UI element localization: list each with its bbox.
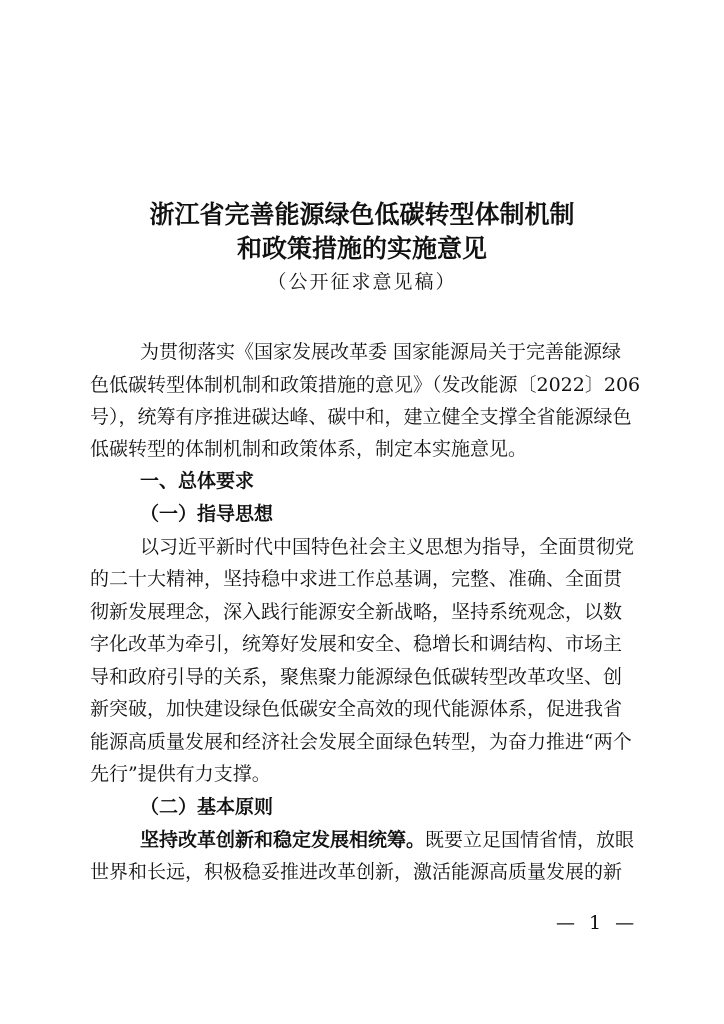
sub1-line-1: 以习近平新时代中国特色社会主义思想为指导，全面贯彻党 — [140, 536, 635, 558]
sub1-line-2: 的二十大精神，坚持稳中求进工作总基调，完整、准确、全面贯 — [90, 568, 623, 590]
sub1-line-7: 能源高质量发展和经济社会发展全面绿色转型，为奋力推进“两个 — [90, 731, 632, 753]
sub1-line-8: 先行”提供有力支撑。 — [90, 763, 271, 785]
sub1-line-3: 彻新发展理念，深入践行能源安全新战略，坚持系统观念，以数 — [90, 601, 623, 623]
intro-line-3: 号），统筹有序推进碳达峰、碳中和，建立健全支撑全省能源绿色 — [90, 406, 632, 428]
sub1-line-4: 字化改革为牵引，统筹好发展和安全、稳增长和调结构、市场主 — [90, 633, 623, 655]
sub2-line-1 — [140, 828, 634, 852]
page-number: — 1 — — [556, 912, 639, 934]
subsection-1-heading: （一）指导思想 — [140, 503, 274, 525]
intro-line-4: 低碳转型的体制机制和政策体系，制定本实施意见。 — [90, 438, 528, 460]
document-subtitle: （公开征求意见稿） — [267, 271, 457, 293]
subsection-2-heading: （二）基本原则 — [140, 796, 274, 818]
sub1-line-6: 新突破，加快建设绿色低碳安全高效的现代能源体系，促进我省 — [90, 698, 623, 720]
sub2-line-2: 世界和长远，积极稳妥推进改革创新，激活能源高质量发展的新 — [90, 861, 623, 883]
intro-line-2: 色低碳转型体制机制和政策措施的意见》（发改能源〔2022〕206 — [90, 374, 641, 396]
principle-rest: 既要立足国情省情，放眼 — [425, 829, 635, 851]
section-1-heading: 一、总体要求 — [140, 470, 255, 492]
document-title-line-2: 和政策措施的实施意见 — [236, 234, 487, 263]
sub1-line-5: 导和政府引导的关系，聚焦聚力能源绿色低碳转型改革攻坚、创 — [90, 666, 623, 688]
document-title-line-1: 浙江省完善能源绿色低碳转型体制机制 — [149, 200, 575, 229]
principle-bold-lead: 坚持改革创新和稳定发展相统筹。 — [140, 829, 426, 851]
intro-line-1: 为贯彻落实《国家发展改革委 国家能源局关于完善能源绿 — [140, 341, 622, 363]
